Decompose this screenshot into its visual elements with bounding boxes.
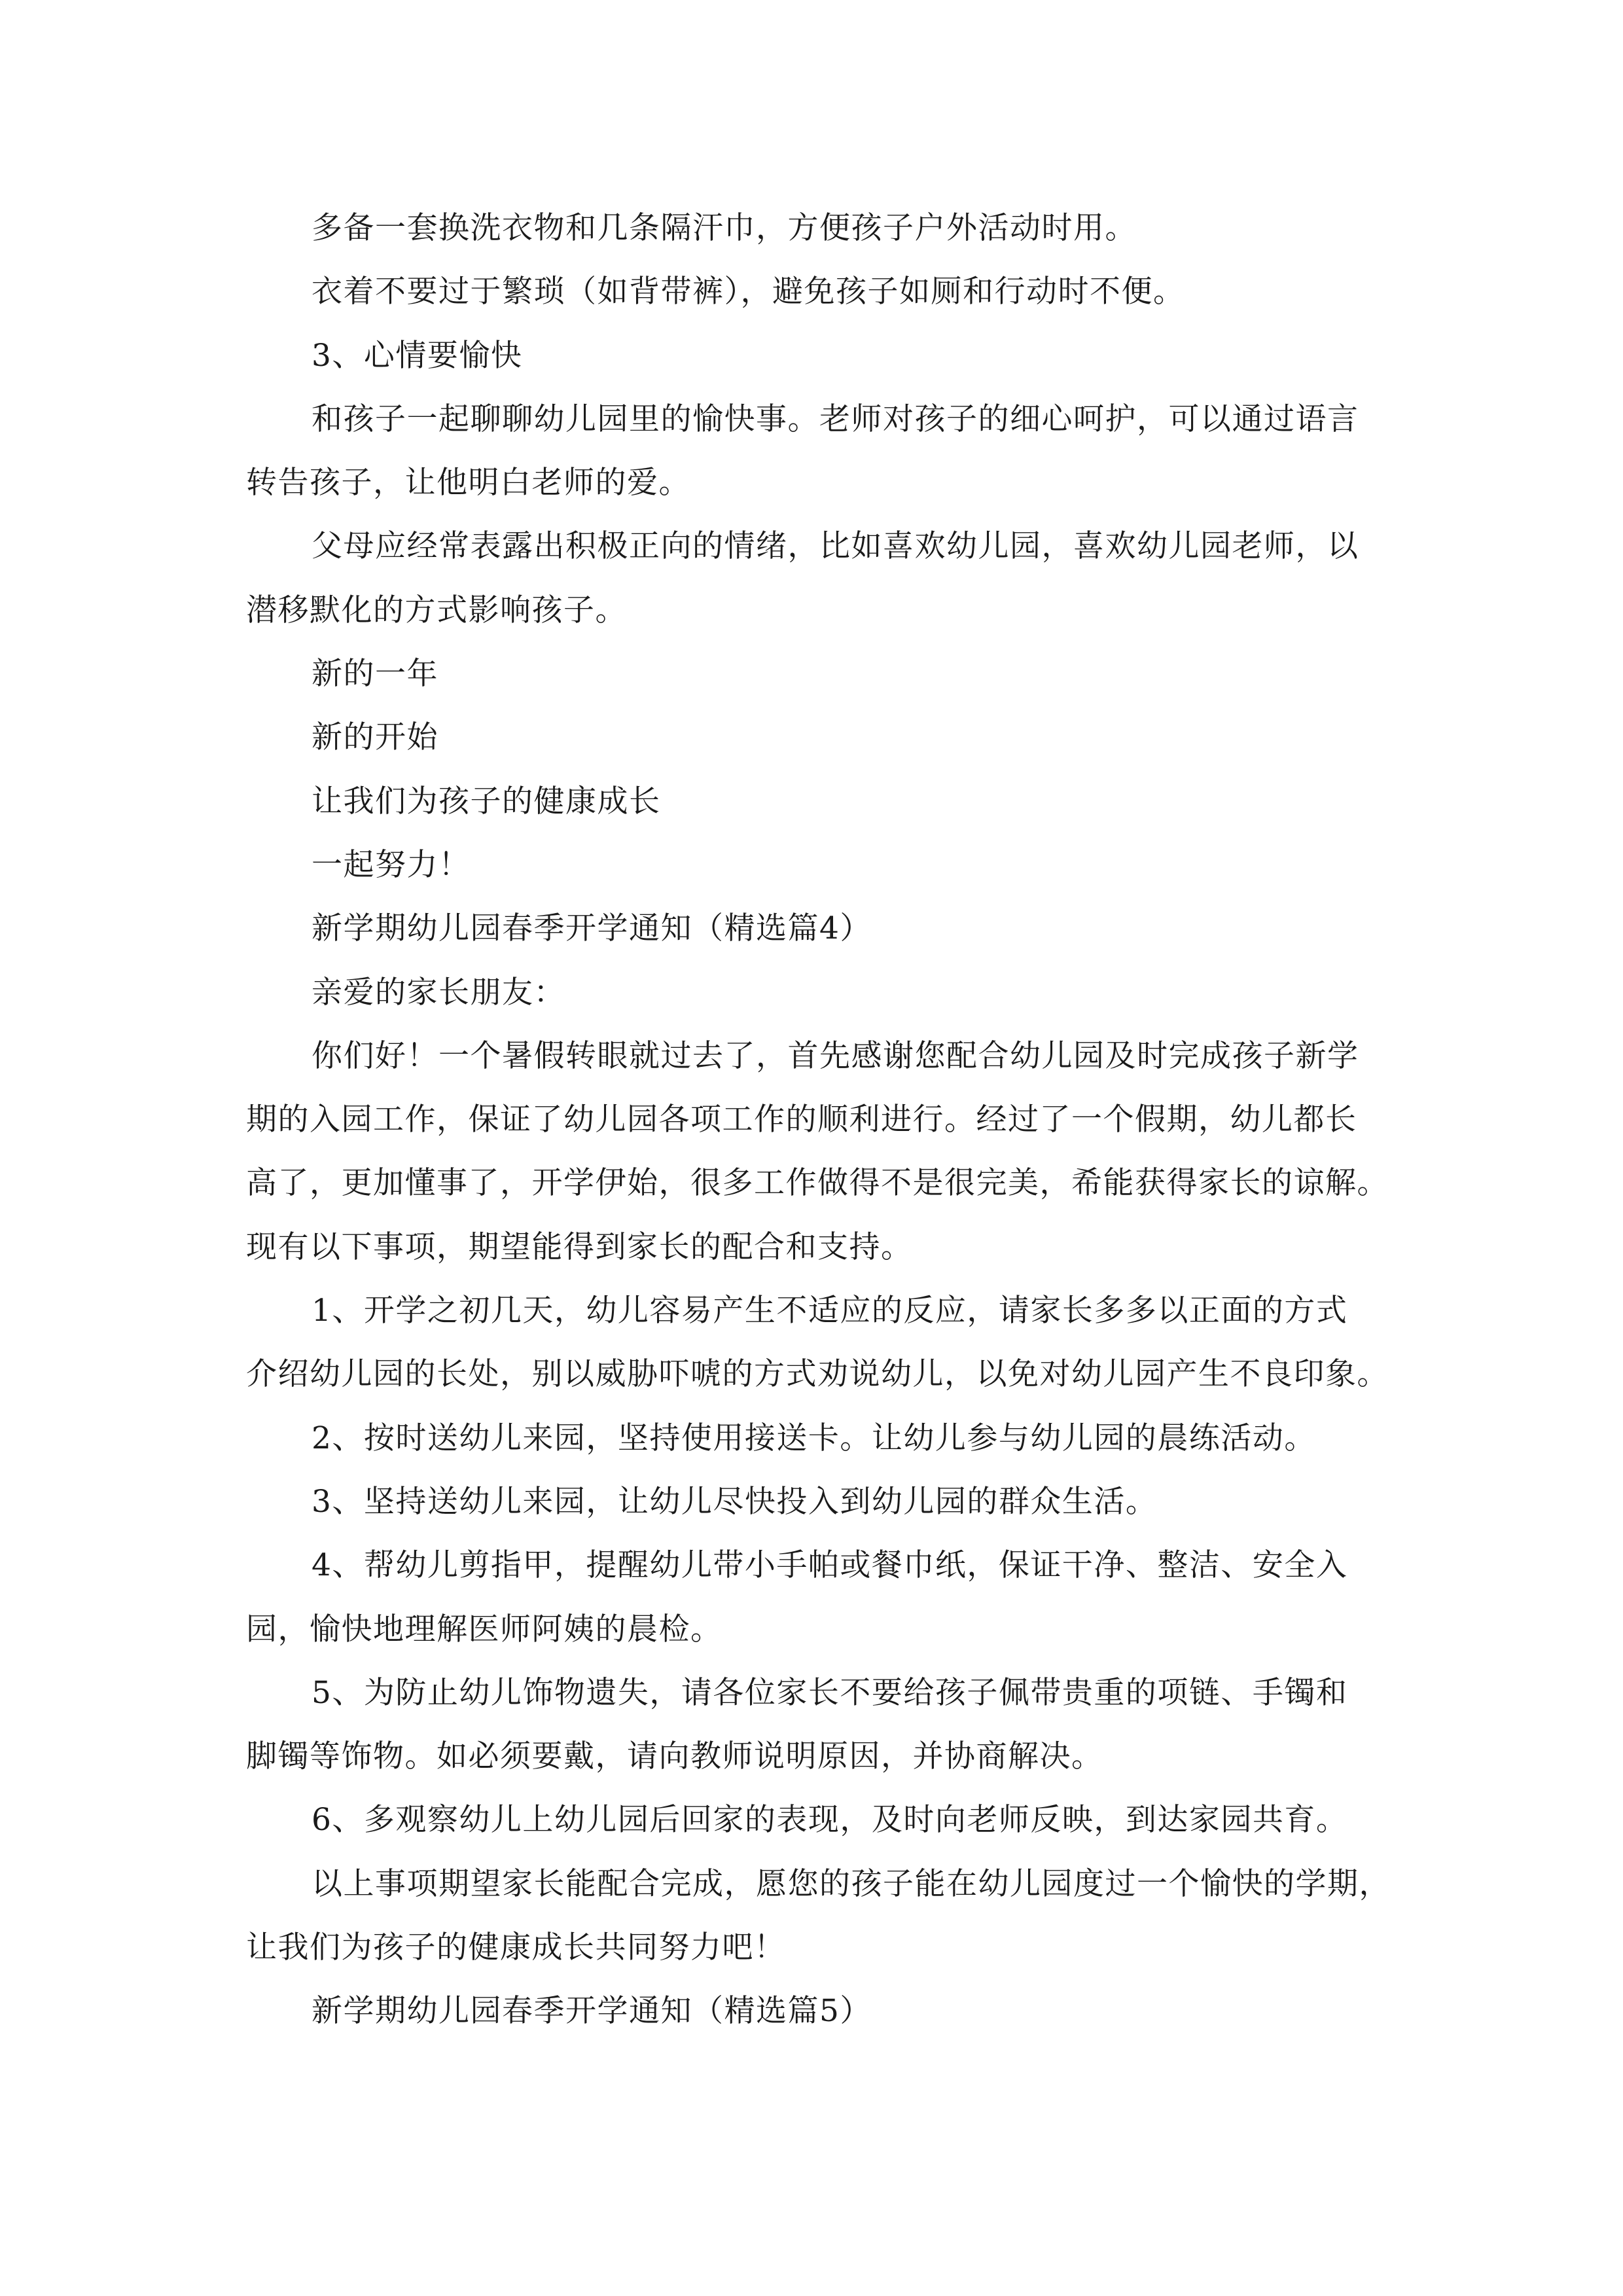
text-line: 期的入园工作，保证了幼儿园各项工作的顺利进行。经过了一个假期，幼儿都长	[246, 1102, 1357, 1138]
list-item: 6、多观察幼儿上幼儿园后回家的表现，及时向老师反映，到达家园共育。	[312, 1802, 1348, 1839]
text-line: 让我们为孩子的健康成长共同努力吧！	[246, 1929, 786, 1966]
text-line: 多备一套换洗衣物和几条隔汗巾，方便孩子户外活动时用。	[312, 210, 1137, 246]
salutation: 亲爱的家长朋友：	[312, 974, 565, 1011]
article-title: 新学期幼儿园春季开学通知（精选篇5）	[312, 1993, 872, 2030]
list-item: 4、帮幼儿剪指甲，提醒幼儿带小手帕或餐巾纸，保证干净、整洁、安全入	[312, 1547, 1348, 1584]
text-line: 现有以下事项，期望能得到家长的配合和支持。	[246, 1229, 913, 1265]
text-line: 新的一年	[312, 656, 438, 692]
text-line: 衣着不要过于繁琐（如背带裤），避免孩子如厕和行动时不便。	[312, 274, 1185, 310]
text-line: 介绍幼儿园的长处，别以威胁吓唬的方式劝说幼儿，以免对幼儿园产生不良印象。	[246, 1356, 1389, 1393]
list-item: 2、按时送幼儿来园，坚持使用接送卡。让幼儿参与幼儿园的晨练活动。	[312, 1420, 1316, 1456]
text-line: 你们好！一个暑假转眼就过去了，首先感谢您配合幼儿园及时完成孩子新学	[312, 1037, 1359, 1074]
text-line: 一起努力！	[312, 846, 471, 883]
list-item: 3、坚持送幼儿来园，让幼儿尽快投入到幼儿园的群众生活。	[312, 1483, 1158, 1520]
text-line: 高了，更加懂事了，开学伊始，很多工作做得不是很完美，希能获得家长的谅解。	[246, 1165, 1389, 1202]
text-line: 潜移默化的方式影响孩子。	[246, 592, 627, 628]
text-line: 转告孩子，让他明白老师的爱。	[246, 465, 690, 501]
text-line: 脚镯等饰物。如必须要戴，请向教师说明原因，并协商解决。	[246, 1738, 1103, 1775]
text-line: 让我们为孩子的健康成长	[312, 783, 661, 819]
text-line: 以上事项期望家长能配合完成，愿您的孩子能在幼儿园度过一个愉快的学期，	[312, 1865, 1391, 1902]
document-body	[246, 196, 1398, 2043]
text-line: 园，愉快地理解医师阿姨的晨检。	[246, 1611, 722, 1647]
list-item: 1、开学之初几天，幼儿容易产生不适应的反应，请家长多多以正面的方式	[312, 1293, 1348, 1329]
section-heading: 3、心情要愉快	[312, 337, 523, 374]
text-line: 和孩子一起聊聊幼儿园里的愉快事。老师对孩子的细心呵护，可以通过语言	[312, 401, 1359, 437]
article-title: 新学期幼儿园春季开学通知（精选篇4）	[312, 910, 872, 947]
text-line: 父母应经常表露出积极正向的情绪，比如喜欢幼儿园，喜欢幼儿园老师，以	[312, 528, 1359, 565]
text-line: 新的开始	[312, 719, 438, 756]
list-item: 5、为防止幼儿饰物遗失，请各位家长不要给孩子佩带贵重的项链、手镯和	[312, 1674, 1348, 1711]
